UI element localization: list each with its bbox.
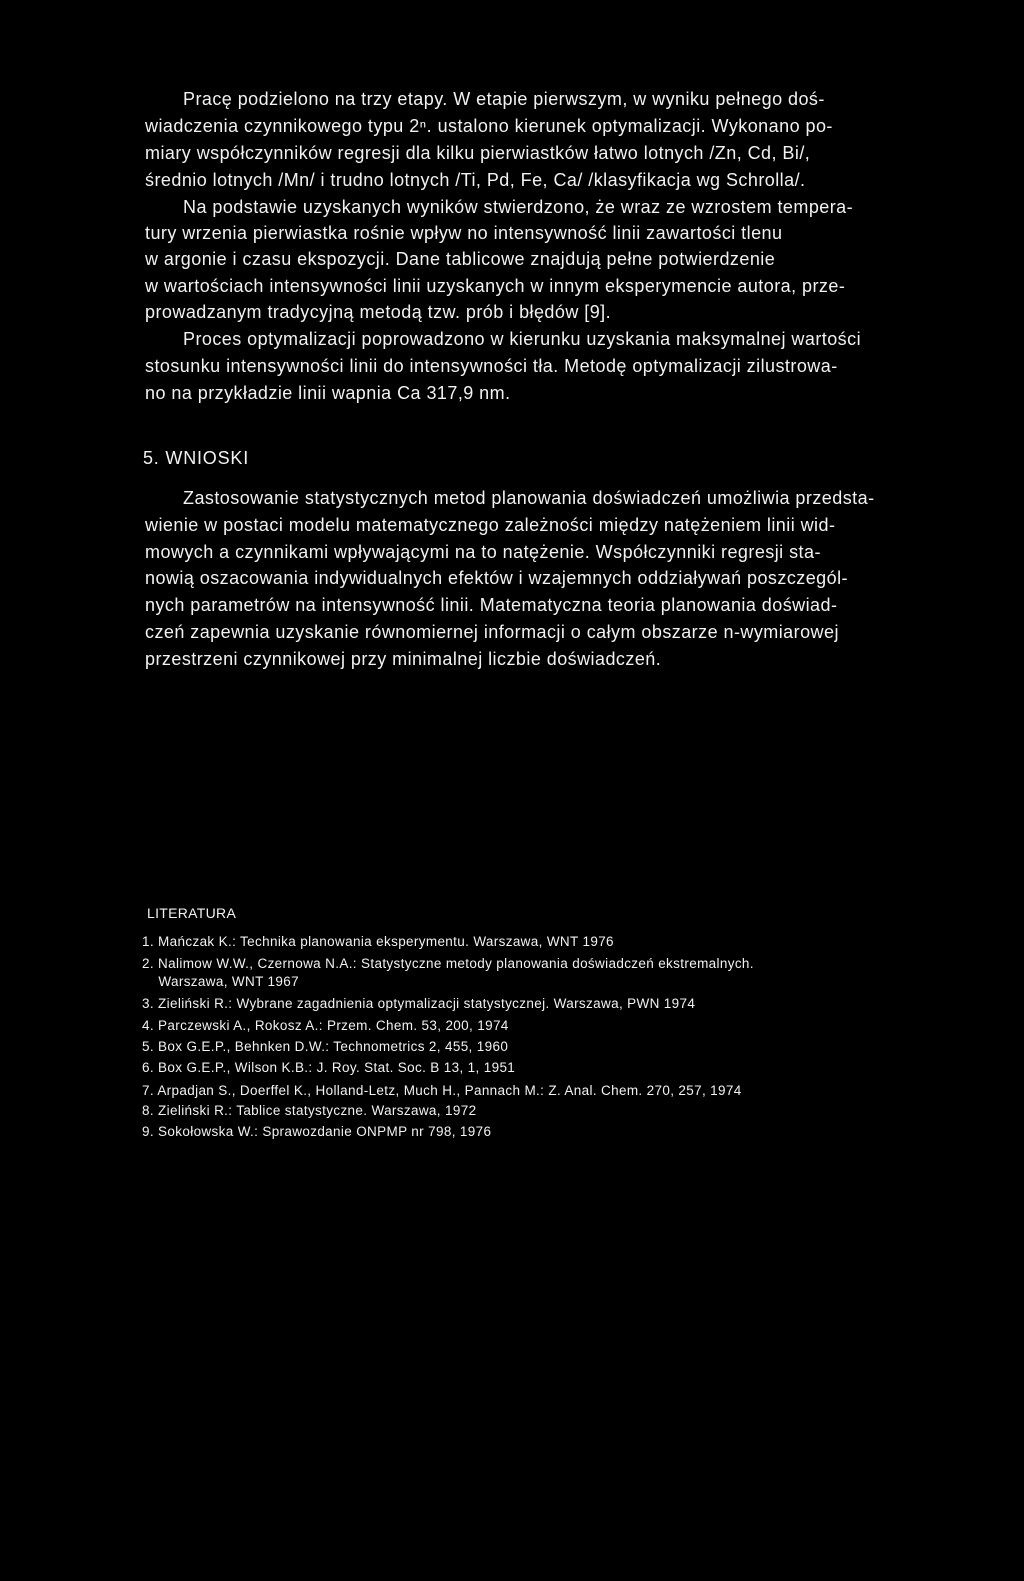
paragraph-2-line: przestrzeni czynnikowej przy minimalnej liczbie doświadczeń. xyxy=(145,649,662,669)
paragraph-1-line: wiadczenia czynnikowego typu 2ⁿ. ustalono kierunek optymalizacji. Wykonano po- xyxy=(145,116,833,136)
paragraph-1-line: miary współczynników regresji dla kilku pierwiastków łatwo lotnych /Zn, Cd, Bi/, xyxy=(145,143,811,163)
paragraph-1-line: Na podstawie uzyskanych wyników stwierdzono, że wraz ze wzrostem tempera- xyxy=(183,197,854,217)
literature-heading: LITERATURA xyxy=(147,905,237,921)
section-heading: 5. WNIOSKI xyxy=(143,448,250,468)
reference-item: 1. Mańczak K.: Technika planowania eksperymentu. Warszawa, WNT 1976 xyxy=(142,934,614,949)
paragraph-1-line: Proces optymalizacji poprowadzono w kierunku uzyskania maksymalnej wartości xyxy=(183,329,862,349)
paragraph-2-line: mowych a czynnikami wpływającymi na to natężenie. Współczynniki regresji sta- xyxy=(145,542,821,562)
reference-item: 3. Zieliński R.: Wybrane zagadnienia optymalizacji statystycznej. Warszawa, PWN 1974 xyxy=(142,996,696,1011)
reference-item: 9. Sokołowska W.: Sprawozdanie ONPMP nr 798, 1976 xyxy=(142,1124,492,1139)
reference-item: 6. Box G.E.P., Wilson K.B.: J. Roy. Stat. Soc. B 13, 1, 1951 xyxy=(142,1060,516,1075)
reference-item: Warszawa, WNT 1967 xyxy=(142,974,299,989)
reference-item: 2. Nalimow W.W., Czernowa N.A.: Statystyczne metody planowania doświadczeń ekstremalnych. xyxy=(142,956,754,971)
paragraph-1-line: średnio lotnych /Mn/ i trudno lotnych /Ti, Pd, Fe, Ca/ /klasyfikacja wg Schrolla/. xyxy=(145,170,806,190)
paragraph-2-line: nych parametrów na intensywność linii. Matematyczna teoria planowania doświad- xyxy=(145,595,838,615)
paragraph-1-line: w wartościach intensywności linii uzyskanych w innym eksperymencie autora, prze- xyxy=(145,276,846,296)
reference-item: 5. Box G.E.P., Behnken D.W.: Technometrics 2, 455, 1960 xyxy=(142,1039,509,1054)
paragraph-2-line: wienie w postaci modelu matematycznego zależności między natężeniem linii wid- xyxy=(145,515,836,535)
paragraph-1-line: stosunku intensywności linii do intensywności tła. Metodę optymalizacji zilustrowa- xyxy=(145,356,838,376)
paragraph-1-line: Pracę podzielono na trzy etapy. W etapie pierwszym, w wyniku pełnego doś- xyxy=(183,89,825,109)
reference-item: 7. Arpadjan S., Doerffel K., Holland-Letz, Much H., Pannach M.: Z. Anal. Chem. 270, 257, 1974 xyxy=(142,1083,742,1098)
reference-item: 8. Zieliński R.: Tablice statystyczne. Warszawa, 1972 xyxy=(142,1103,477,1118)
paragraph-2-line: nowią oszacowania indywidualnych efektów i wzajemnych oddziaływań poszczegól- xyxy=(145,568,848,588)
reference-item: 4. Parczewski A., Rokosz A.: Przem. Chem. 53, 200, 1974 xyxy=(142,1018,509,1033)
paragraph-1-line: prowadzanym tradycyjną metodą tzw. prób i błędów [9]. xyxy=(145,302,612,322)
paragraph-1-line: tury wrzenia pierwiastka rośnie wpływ no intensywność linii zawartości tlenu xyxy=(145,223,783,243)
paragraph-2-line: Zastosowanie statystycznych metod planowania doświadczeń umożliwia przedsta- xyxy=(183,488,875,508)
paragraph-1-line: w argonie i czasu ekspozycji. Dane tablicowe znajdują pełne potwierdzenie xyxy=(145,249,776,269)
paragraph-2-line: czeń zapewnia uzyskanie równomiernej informacji o całym obszarze n-wymiarowej xyxy=(145,622,839,642)
paragraph-1-line: no na przykładzie linii wapnia Ca 317,9 nm. xyxy=(145,383,511,403)
